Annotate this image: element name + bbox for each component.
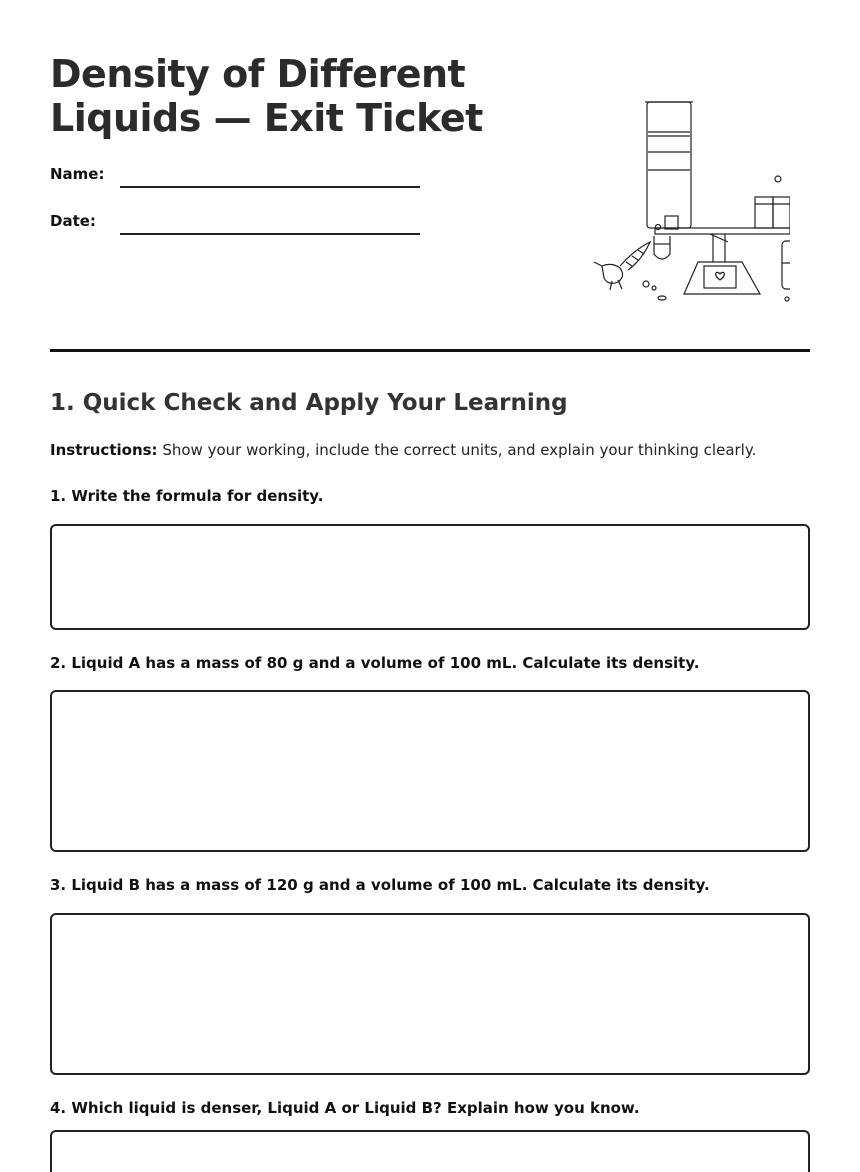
title-line-2: Liquids — Exit Ticket [50, 96, 483, 140]
question-3: 3. Liquid B has a mass of 120 g and a volume of 100 mL. Calculate its density. [50, 876, 710, 894]
question-1: 1. Write the formula for density. [50, 487, 324, 505]
answer-box-4[interactable] [50, 1130, 810, 1172]
answer-box-3[interactable] [50, 913, 810, 1075]
answer-box-1[interactable] [50, 524, 810, 630]
answer-box-2[interactable] [50, 690, 810, 852]
title-line-1: Density of Different [50, 52, 466, 96]
name-field [50, 165, 430, 195]
instructions-label: Instructions: [50, 441, 158, 459]
date-field [50, 212, 430, 242]
header-divider [50, 349, 810, 352]
instructions-text: Show your working, include the correct units, and explain your thinking clearly. [162, 441, 757, 459]
density-lab-equipment-illustration [550, 96, 790, 308]
question-4: 4. Which liquid is denser, Liquid A or Liquid B? Explain how you know. [50, 1099, 640, 1117]
date-input-line[interactable] [120, 233, 420, 235]
worksheet-title [50, 52, 530, 140]
date-label: Date: [50, 212, 96, 230]
name-input-line[interactable] [120, 186, 420, 188]
section-title: 1. Quick Check and Apply Your Learning [50, 390, 568, 416]
name-label: Name: [50, 165, 105, 183]
question-2: 2. Liquid A has a mass of 80 g and a volume of 100 mL. Calculate its density. [50, 654, 700, 672]
instructions [50, 441, 810, 459]
